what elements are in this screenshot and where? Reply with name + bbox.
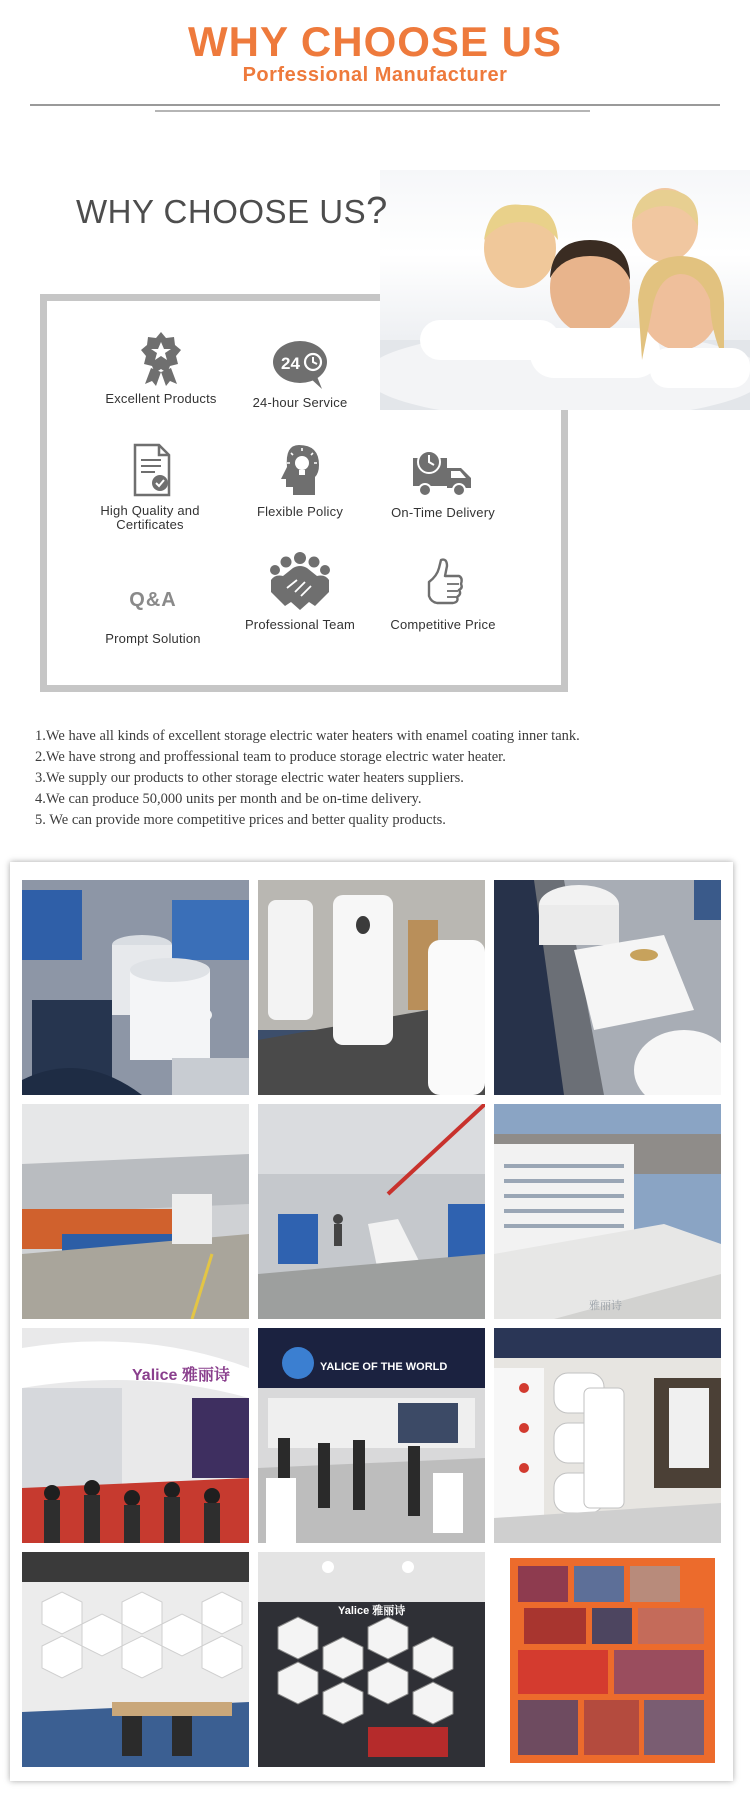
showroom-wall-photo [494, 1328, 721, 1543]
building-caption: 雅丽诗 [589, 1299, 622, 1312]
feature-label: Professional Team [244, 617, 356, 632]
factory-building-photo [494, 1104, 721, 1319]
idea-head-icon [277, 443, 323, 499]
feature-high-quality-certificates [80, 442, 220, 532]
header-divider-short [155, 110, 590, 112]
feature-excellent-products [91, 330, 231, 406]
service-24h-icon [272, 340, 328, 390]
why-heading-mark: ? [366, 190, 388, 232]
heater-line-photo [494, 880, 721, 1095]
delivery-truck-icon [411, 450, 475, 500]
feature-professional-team [230, 550, 370, 632]
award-icon [139, 330, 183, 386]
feature-label-line-2: Certificates [116, 517, 184, 532]
header-divider [30, 104, 720, 106]
feature-24-hour-service [230, 340, 370, 410]
feature-label: Prompt Solution [105, 631, 201, 646]
world-booth-text: YALICE OF THE WORLD [320, 1361, 448, 1373]
thumbs-up-icon [421, 556, 465, 612]
conveyor-heaters-photo [258, 880, 485, 1095]
factory-gallery [10, 862, 733, 1781]
feature-prompt-solution [83, 574, 223, 646]
feature-label-line-1: High Quality and [100, 503, 200, 518]
list-item: 1.We have all kinds of excellent storage electric water heaters with enamel coating inner tank. [35, 728, 580, 744]
list-item: 5. We can provide more competitive prices and better quality products. [35, 812, 446, 828]
team-icon [269, 550, 331, 612]
why-heading [76, 190, 388, 233]
page-title: WHY CHOOSE US [188, 18, 562, 65]
qa-icon: Q&A [129, 589, 177, 611]
page-subtitle: Porfessional Manufacturer [242, 64, 508, 86]
feature-label: 24-hour Service [252, 395, 348, 410]
feature-on-time-delivery [373, 450, 513, 520]
family-photo [380, 170, 750, 410]
factory-floor-photo [22, 1104, 249, 1319]
why-heading-text: WHY CHOOSE US [76, 193, 367, 230]
list-item: 3.We supply our products to other storage electric water heaters suppliers. [35, 770, 464, 786]
hexagon-showroom-photo [22, 1552, 249, 1767]
production-hall-photo [258, 1104, 485, 1319]
certificate-icon [127, 442, 173, 498]
workshop-assembly-photo [22, 880, 249, 1095]
hexagon-display-photo [258, 1552, 485, 1767]
yalice-world-booth-photo [258, 1328, 485, 1543]
feature-flexible-policy [230, 443, 370, 519]
service-24-text: 24 [281, 354, 300, 373]
feature-label: Flexible Policy [256, 504, 344, 519]
display-brand-text: Yalice 雅丽诗 [338, 1605, 406, 1617]
feature-label: Competitive Price [390, 617, 496, 632]
feature-label: Excellent Products [105, 391, 217, 406]
feature-competitive-price [373, 556, 513, 632]
list-item: 4.We can produce 50,000 units per month and be on-time delivery. [35, 791, 422, 807]
booth-brand-text: Yalice 雅丽诗 [132, 1367, 230, 1384]
exhibition-booth-photo [22, 1328, 249, 1543]
event-collage-photo [494, 1552, 721, 1767]
list-item: 2.We have strong and proffessional team to produce storage electric water heater. [35, 749, 506, 765]
feature-label: On-Time Delivery [391, 505, 495, 520]
reasons-list [35, 726, 735, 831]
